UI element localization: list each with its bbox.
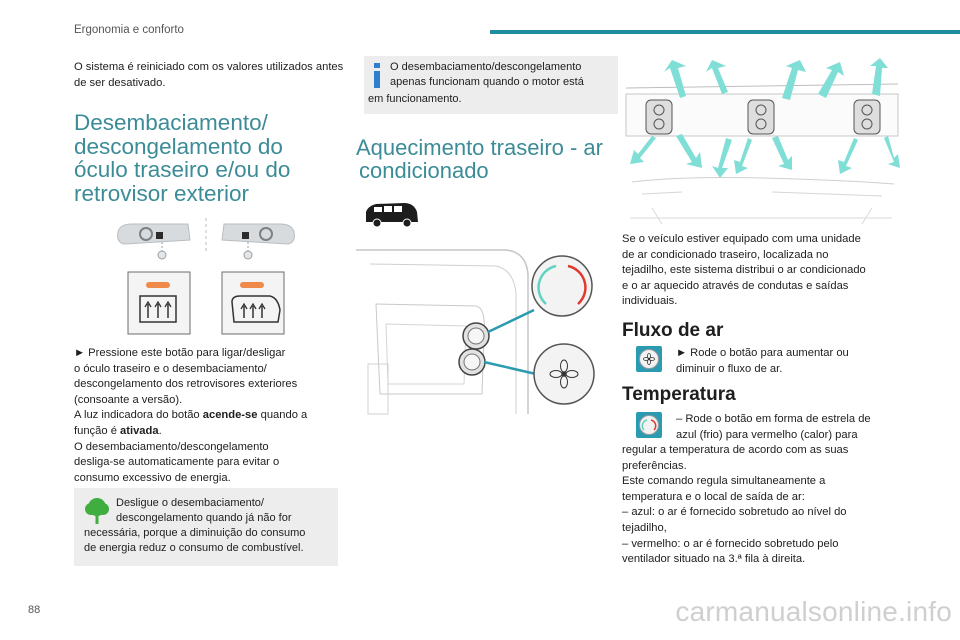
function-line (74, 424, 344, 440)
note-line: necessária, porque a diminuição do consumo (84, 527, 306, 539)
body-line: ventilador situado na 3.ª fila à direita. (622, 553, 806, 566)
body-line: descongelamento dos retrovisores exteriores (74, 378, 298, 391)
roof-vents-figure (622, 58, 900, 226)
temperature-instruction-indented (676, 412, 871, 443)
info-icon (370, 62, 384, 90)
eco-note-top (116, 496, 292, 527)
page-number: 88 (28, 604, 41, 616)
body-line: diminuir o fluxo de ar. (676, 362, 783, 375)
body-line: ► Pressione este botão para ligar/desligar (74, 347, 286, 359)
body-line: tejadilho, (622, 521, 667, 534)
vent-cluster-center (748, 100, 774, 134)
section-heading-defrost: Desembaciamento/ descongelamento do óculo traseiro e/ou do retrovisor exterior (74, 110, 291, 207)
info-note-top (390, 60, 584, 91)
running-header: Ergonomia e conforto (74, 24, 184, 36)
bold-span: ativada (120, 424, 159, 437)
airflow-heading: Fluxo de ar (622, 320, 724, 341)
body-line: – Rode o botão em forma de estrela de (676, 413, 871, 425)
eco-leaf-icon (84, 496, 110, 526)
fan-control-icon (636, 346, 662, 372)
airflow-instruction (676, 346, 849, 377)
fan-dial-icon (534, 344, 594, 404)
body-line: preferências. (622, 459, 687, 472)
mirror-defrost-button-icon (222, 272, 284, 334)
temperature-arc-icon (641, 417, 657, 433)
rear-heating-heading (356, 136, 626, 182)
bold-span: acende-se (202, 409, 258, 422)
info-note-bottom (368, 92, 462, 107)
body-line: o óculo traseiro e o desembaciamento/ (74, 362, 267, 375)
text-span: função é (74, 424, 121, 437)
fan-knob-small (459, 349, 485, 375)
defrost-instructions (74, 346, 344, 486)
intro-paragraph: O sistema é reiniciado com os valores utilizados antes de ser desativado. (74, 61, 344, 89)
note-line: O desembaciamento/descongelamento (390, 61, 582, 73)
text-span: . (158, 424, 162, 437)
body-line: O desembaciamento/descongelamento (74, 440, 269, 453)
body-line: temperatura e o local de saída de ar: (622, 490, 805, 503)
body-line: e o ar aquecido através de condutas e saídas (622, 279, 849, 292)
note-line: de energia reduz o consumo de combustível. (84, 542, 304, 555)
vent-cluster-right (854, 100, 880, 134)
text-span: quando a (257, 409, 308, 422)
temperature-dial-icon (532, 256, 592, 316)
body-line: de ar condicionado traseiro, localizada no (622, 248, 829, 261)
body-line: individuais. (622, 295, 678, 308)
rear-controls-figure (356, 244, 616, 422)
defrost-figure (110, 212, 310, 342)
note-line: Desligue o desembaciamento/ (116, 497, 264, 509)
mirror-left-icon (118, 224, 190, 259)
eco-note (74, 488, 338, 566)
header-accent-bar (490, 30, 960, 34)
info-note (364, 56, 618, 114)
fan-blades-icon (643, 353, 655, 365)
body-line: Este comando regula simultaneamente a (622, 475, 826, 488)
van-icon (364, 200, 420, 228)
body-line: – azul: o ar é fornecido sobretudo ao nível do (622, 506, 847, 519)
watermark: carmanualsonline.info (675, 596, 952, 627)
temperature-knob-small (463, 323, 489, 349)
temperature-control-icon (636, 412, 662, 438)
note-line: em funcionamento. (368, 93, 462, 105)
body-line: (consoante a versão). (74, 393, 183, 406)
body-line: consumo excessivo de energia. (74, 471, 231, 484)
body-line: desliga-se automaticamente para evitar o (74, 456, 280, 469)
rear-defrost-button-icon (128, 272, 190, 334)
temperature-heading: Temperatura (622, 384, 736, 405)
body-line: – vermelho: o ar é fornecido sobretudo pelo (622, 537, 839, 550)
note-line: descongelamento quando já não for (116, 512, 292, 525)
eco-note-bottom (84, 526, 305, 557)
mirror-right-icon (222, 224, 294, 259)
body-line: azul (frio) para vermelho (calor) para (676, 428, 858, 441)
heading-line: Aquecimento traseiro - ar (356, 135, 603, 160)
text-span: A luz indicadora do botão (74, 409, 203, 422)
note-line: apenas funcionam quando o motor está (390, 76, 584, 89)
body-line: ► Rode o botão para aumentar ou (676, 347, 849, 359)
column-1 (74, 60, 344, 206)
heading-line: condicionado (359, 158, 489, 184)
body-line: tejadilho, este sistema distribui o ar condicionado (622, 264, 866, 277)
indicator-light-line (74, 408, 344, 424)
temperature-instruction (622, 443, 912, 568)
body-line: regular a temperatura de acordo com as suas (622, 444, 849, 456)
body-line: Se o veículo estiver equipado com uma unidade (622, 233, 861, 245)
vent-cluster-left (646, 100, 672, 134)
rear-ac-description (622, 232, 912, 310)
